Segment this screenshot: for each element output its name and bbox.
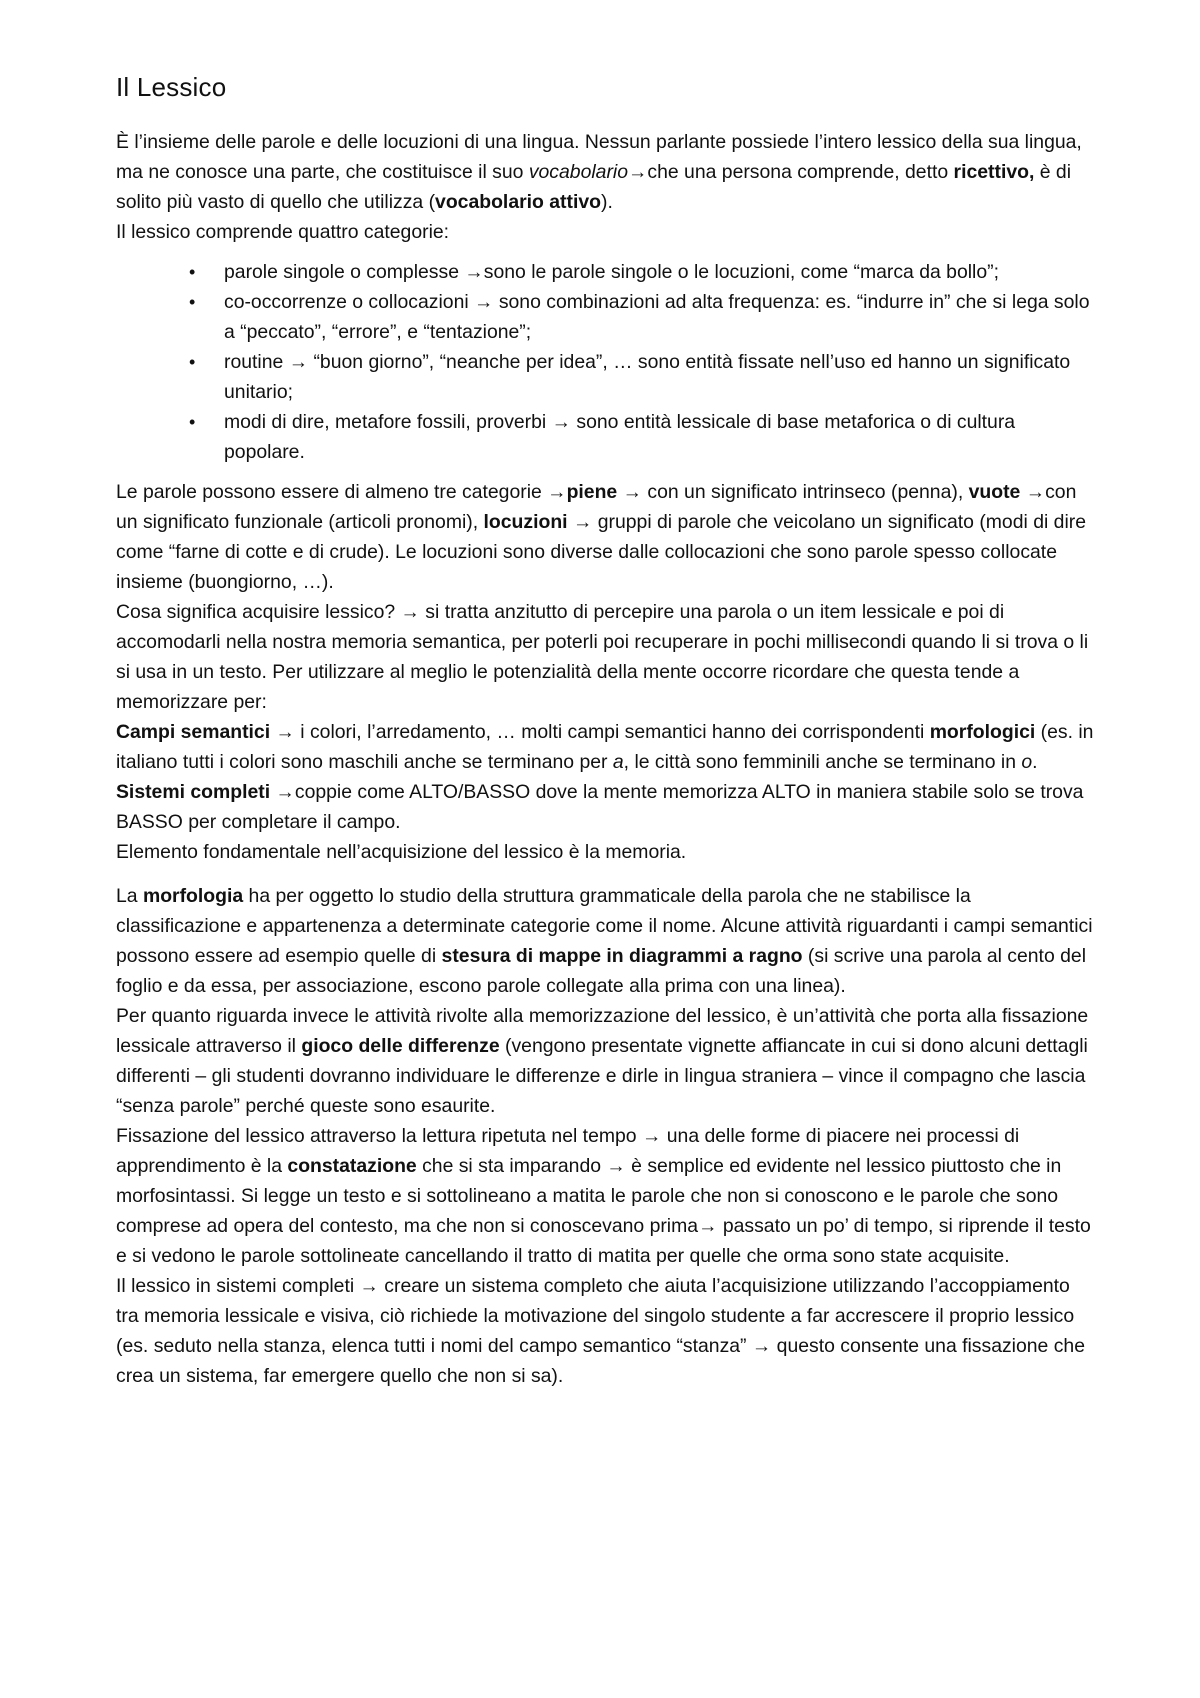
arrow-icon: → [628, 161, 648, 183]
arrow-icon: → [551, 411, 572, 433]
bullet-icon: • [189, 412, 196, 432]
arrow-icon: → [751, 1335, 772, 1357]
page-title: Il Lessico [116, 72, 227, 102]
document-body [116, 127, 1096, 1391]
bullet-icon: • [189, 262, 196, 282]
list-item: • co-occorrenze o collocazioni → sono combinazioni ad alta frequenza: es. “indurre in” che si lega solo a “peccato”, “errore”, e “tentazione”; [116, 287, 1096, 347]
word-types-paragraph: Le parole possono essere di almeno tre categorie →piene → con un significato intrinseco (penna), vuote →con un significato funzionale (articoli pronomi), locuzioni → gruppi di parole che veicolano un significato (modi di dire come “farne di cotte e di crude). Le locuzioni sono diverse dalle collocazioni che sono parole spesso collocate insieme (buongiorno, …). [116, 481, 1087, 593]
arrow-icon: → [474, 291, 494, 313]
arrow-icon: → [275, 721, 295, 743]
arrow-icon: → [400, 601, 420, 623]
repeated-reading-paragraph: Fissazione del lessico attraverso la lettura ripetuta nel tempo → una delle forme di piacere nei processi di apprendimento è la constatazione che si sta imparando → è semplice ed evidente nel lessico piuttosto che in morfosintassi. Si legge un testo e si sottolineano a matita le parole che non si conoscono e le parole che sono comprese ad opera del contesto, ma che non si conoscevano prima→ passato un po’ di tempo, si riprende il testo e si vedono le parole sottolineate cancellando il tratto di matita per quelle che orma sono state acquisite. [116, 1125, 1091, 1267]
complete-systems-paragraph: Sistemi completi →coppie come ALTO/BASSO dove la mente memorizza ALTO in maniera stabile solo se trova BASSO per completare il campo. [116, 781, 1084, 833]
acquisition-paragraph: Cosa significa acquisire lessico? → si tratta anzitutto di percepire una parola o un item lessicale e poi di accomodarli nella nostra memoria semantica, per poterli poi recuperare in pochi millisecondi quando li si trova o li si usa in un testo. Per utilizzare al meglio le potenzialità della mente occorre ricordare che questa tende a memorizzare per: [116, 601, 1089, 713]
semantic-fields-paragraph: Campi semantici → i colori, l’arredamento, … molti campi semantici hanno dei corrispondenti morfologici (es. in italiano tutti i colori sono maschili anche se terminano per a, le città sono femminili anche se terminano in o. [116, 721, 1094, 773]
intro-paragraph: È l’insieme delle parole e delle locuzioni di una lingua. Nessun parlante possiede l’intero lessico della sua lingua, ma ne conosce una parte, che costituisce il suo vocabolario→che una persona comprende, detto ricettivo, è di solito più vasto di quello che utilizza (vocabolario attivo). [116, 131, 1082, 213]
lexicon-systems-paragraph: Il lessico in sistemi completi → creare un sistema completo che aiuta l’acquisizione utilizzando l’accoppiamento tra memoria lessicale e visiva, ciò richiede la motivazione del singolo studente a far accrescere il proprio lessico (es. seduto nella stanza, elenca tutti i nomi del campo semantico “stanza” → questo consente una fissazione che crea un sistema, far emergere quello che non si sa). [116, 1275, 1085, 1387]
document-page [116, 72, 1096, 1391]
arrow-icon: → [1025, 481, 1046, 503]
list-item: • parole singole o complesse →sono le parole singole o le locuzioni, come “marca da bollo”; [116, 257, 1096, 287]
arrow-icon: → [288, 351, 309, 373]
arrow-icon: → [275, 781, 295, 803]
list-item: • routine → “buon giorno”, “neanche per idea”, … sono entità fissate nell’uso ed hanno un significato unitario; [116, 347, 1096, 407]
arrow-icon: → [547, 481, 567, 503]
categories-intro: Il lessico comprende quattro categorie: [116, 221, 450, 243]
arrow-icon: → [606, 1155, 626, 1177]
morphology-paragraph: La morfologia ha per oggetto lo studio della struttura grammaticale della parola che ne stabilisce la classificazione e appartenenza a determinate categorie come il nome. Alcune attività riguardanti i campi semantici possono essere ad esempio quelle di stesura di mappe in diagrammi a ragno (si scrive una parola al cento del foglio e da essa, per associazione, escono parole collegate alla prima con una linea). [116, 885, 1093, 997]
bullet-icon: • [189, 352, 196, 372]
arrow-icon: → [464, 261, 484, 283]
arrow-icon: → [359, 1275, 379, 1297]
differences-game-paragraph: Per quanto riguarda invece le attività rivolte alla memorizzazione del lessico, è un’attività che porta alla fissazione lessicale attraverso il gioco delle differenze (vengono presentate vignette affiancate in cui si dono alcuni dettagli differenti – gli studenti dovranno individuare le differenze e dirle in lingua straniera – vince il compagno che lascia “senza parole” perché queste sono esaurite. [116, 1005, 1089, 1117]
arrow-icon: → [641, 1125, 662, 1147]
categories-list [116, 257, 1096, 467]
arrow-icon: → [698, 1215, 718, 1237]
bullet-icon: • [189, 292, 196, 312]
memory-paragraph: Elemento fondamentale nell’acquisizione del lessico è la memoria. [116, 841, 687, 863]
arrow-icon: → [622, 481, 642, 503]
arrow-icon: → [572, 511, 593, 533]
list-item: • modi di dire, metafore fossili, proverbi → sono entità lessicale di base metaforica o di cultura popolare. [116, 407, 1096, 467]
